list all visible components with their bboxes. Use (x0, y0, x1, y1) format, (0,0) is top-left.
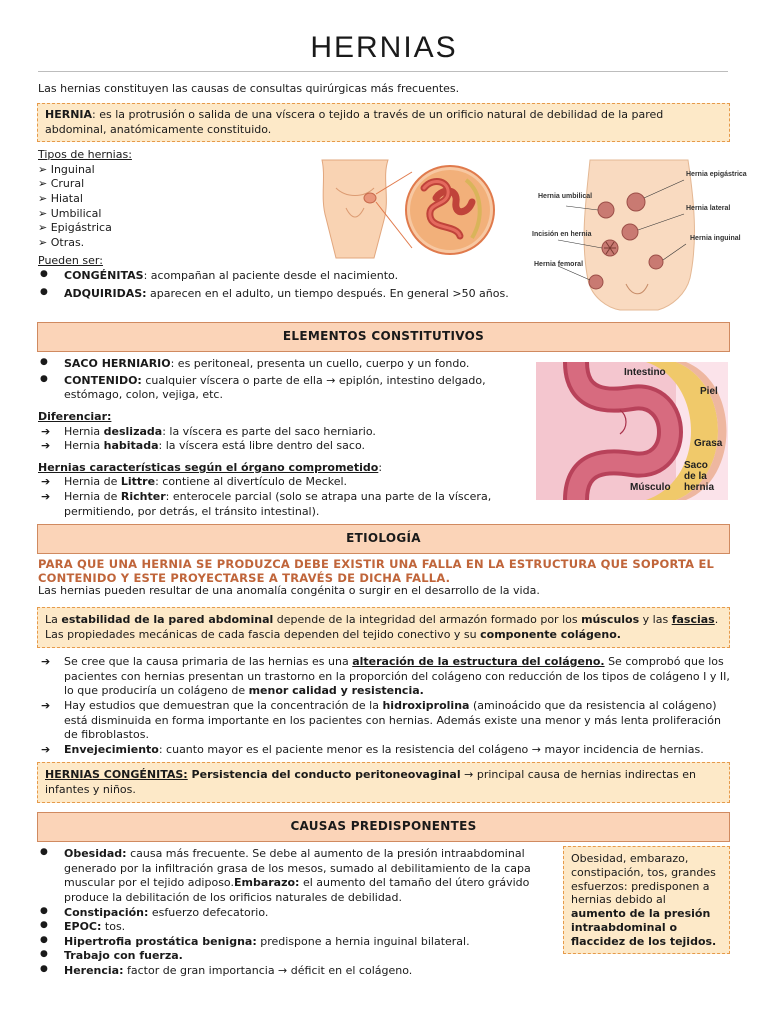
list-item: ➔ Hernia de Richter: enterocele parcial (solo se atrapa una parte de la víscera, permitiendo, por detrás, el tránsito intestinal). (38, 490, 528, 519)
differentiate-heading: Diferenciar: (38, 409, 112, 423)
sac-label-intestine: Intestino (624, 367, 666, 378)
list-item: ➔ Hernia deslizada: la víscera es parte del saco herniario. (38, 425, 528, 440)
inguinal-hernia-illustration (316, 158, 496, 258)
etiology-list (38, 655, 730, 757)
sac-label-sac-2: de la (684, 471, 707, 482)
types-list (38, 163, 158, 251)
can-be-heading: Pueden ser: (38, 254, 103, 267)
list-item: ● Obesidad: causa más frecuente. Se debe al aumento de la presión intraabdominal generado por la infiltración grasa de los mesos, sumado al debilitamiento de la capa muscular por el tejido adiposo.Embarazo: el aumento del tamaño del útero grávido produce la debilitación de los orificios naturales de debilidad. (38, 847, 548, 906)
elements-section (38, 357, 528, 519)
section-band-causes: CAUSAS PREDISPONENTES (37, 812, 730, 842)
etiology-headline: PARA QUE UNA HERNIA SE PRODUZCA DEBE EXISTIR UNA FALLA EN LA ESTRUCTURA QUE SOPORTA EL CONTENIDO Y ESTE PROYECTARSE A TRAVÉS DE DICHA FALLA. (38, 557, 715, 586)
section-band-elements: ELEMENTOS CONSTITUTIVOS (37, 322, 730, 352)
list-item: ● Herencia: factor de gran importancia → déficit en el colágeno. (38, 964, 548, 979)
definition-note (37, 103, 730, 142)
diagram-label-umbilical: Hernia umbilical (538, 193, 593, 200)
organ-list (38, 475, 528, 519)
list-item: ➢ Epigástrica (38, 221, 158, 236)
list-item: ➢ Hiatal (38, 192, 158, 207)
elements-list (38, 357, 528, 403)
list-item: ● ADQUIRIDAS: aparecen en el adulto, un tiempo después. En general >50 años. (38, 287, 538, 302)
list-item: ➢ Otras. (38, 236, 158, 251)
abdomen-hernias-diagram (528, 160, 747, 310)
list-item: ➔ Hay estudios que demuestran que la concentración de la hidroxiprolina (aminoácido que da resistencia al colágeno) está disminuida en forma importante en los pacientes con hernias. Además existe una menor y más lenta proliferación de fibroblastos. (38, 699, 730, 743)
definition-text: : es la protrusión o salida de una víscera o tejido a través de un orificio natural de debilidad de la pared abdominal, anatómicamente constituido. (45, 108, 664, 136)
page-title: HERNIAS (310, 31, 458, 64)
sac-label-sac-1: Saco (684, 460, 708, 471)
congenital-note: HERNIAS CONGÉNITAS: Persistencia del conducto peritoneovaginal → principal causa de hernias indirectas en infantes y niños. (37, 762, 730, 803)
causes-side-note: Obesidad, embarazo, constipación, tos, grandes esfuerzos: predisponen a hernias debido al aumento de la presión intraabdominal o flaccidez de los tejidos. (563, 846, 730, 954)
list-item: ➔ Hernia habitada: la víscera está libre dentro del saco. (38, 439, 528, 454)
list-item: ● SACO HERNIARIO: es peritoneal, presenta un cuello, cuerpo y un fondo. (38, 357, 528, 372)
list-item: ➔ Envejecimiento: cuanto mayor es el paciente menor es la resistencia del colágeno → mayor incidencia de hernias. (38, 743, 730, 758)
differentiate-list (38, 425, 528, 454)
list-item: ● CONTENIDO: cualquier víscera o parte de ella → epiplón, intestino delgado, estómago, colon, vejiga, etc. (38, 374, 528, 403)
sac-label-skin: Piel (700, 386, 718, 397)
diagram-label-epigastric-1: Hernia epigástrica (686, 171, 747, 178)
list-item: ➢ Inguinal (38, 163, 158, 178)
etiology-sub: Las hernias pueden resultar de una anomalía congénita o surgir en el desarrollo de la vida. (38, 584, 540, 597)
causes-list (38, 847, 548, 979)
intro-text: Las hernias constituyen las causas de consultas quirúrgicas más frecuentes. (38, 82, 460, 95)
sac-label-sac-3: hernia (684, 482, 715, 493)
sac-label-fat: Grasa (694, 438, 723, 449)
section-band-etiology: ETIOLOGÍA (37, 524, 730, 554)
diagram-label-femoral: Hernia femoral (534, 261, 584, 268)
sac-label-muscle: Músculo (630, 482, 671, 493)
list-item: ● Hipertrofia prostática benigna: predispone a hernia inguinal bilateral. (38, 935, 548, 950)
list-item: ➔ Hernia de Littre: contiene al divertículo de Meckel. (38, 475, 528, 490)
can-be-list (38, 269, 538, 302)
diagram-label-incisional: Incisión en hernia (532, 231, 592, 238)
types-section (38, 148, 158, 250)
organ-heading: Hernias características según el órgano comprometido: (38, 460, 383, 474)
diagram-label-inguinal: Hernia inguinal (690, 235, 741, 242)
types-heading: Tipos de hernias: (38, 148, 132, 161)
can-be-section (38, 254, 538, 302)
list-item: ➢ Umbilical (38, 207, 158, 222)
definition-term: HERNIA (45, 108, 93, 121)
list-item: ➢ Crural (38, 177, 158, 192)
list-item: ➔ Se cree que la causa primaria de las hernias es una alteración de la estructura del colágeno. Se comprobó que los pacientes con hernias presentan un trastorno en la proporción del colágeno con reducción de los tipos de colágeno I y II, lo que produciría un colágeno de menor calidad y resistencia. (38, 655, 730, 699)
list-item: ● Trabajo con fuerza. (38, 949, 548, 964)
diagram-label-lateral: Hernia lateral (686, 205, 731, 212)
wall-stability-note: La estabilidad de la pared abdominal depende de la integridad del armazón formado por los músculos y las fascias. Las propiedades mecánicas de cada fascia dependen del tejido conectivo y su componente colágeno. (37, 607, 730, 648)
list-item: ● CONGÉNITAS: acompañan al paciente desde el nacimiento. (38, 269, 538, 284)
hernia-sac-diagram (536, 362, 728, 500)
list-item: ● Constipación: esfuerzo defecatorio. (38, 906, 548, 921)
title-divider (38, 71, 728, 72)
list-item: ● EPOC: tos. (38, 920, 548, 935)
